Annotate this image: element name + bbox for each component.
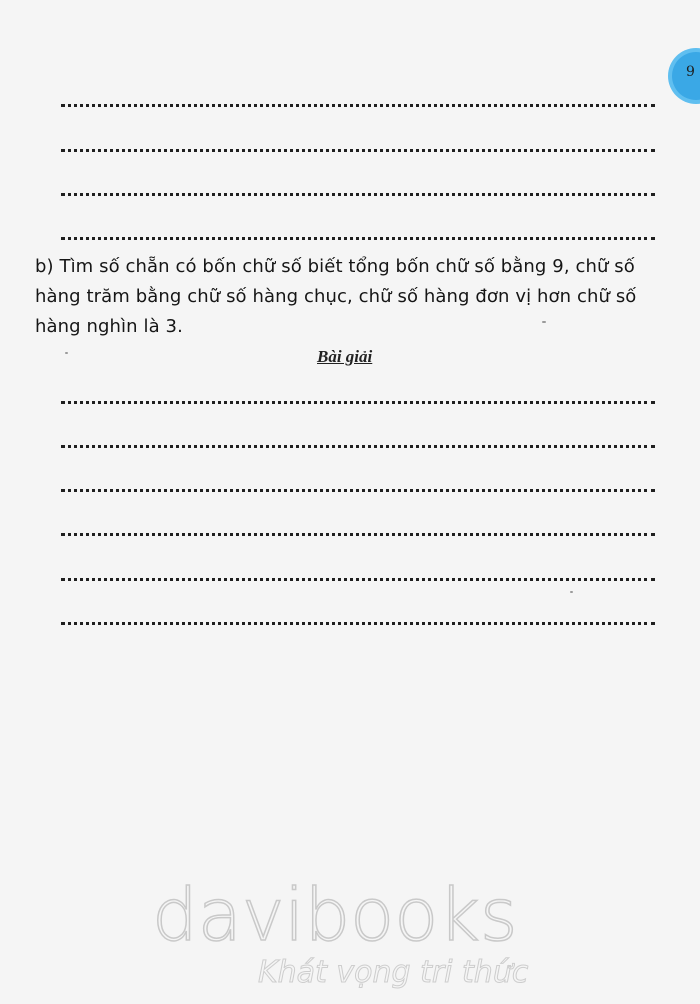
solution-line-5: [61, 578, 655, 581]
solution-line-4: [61, 533, 655, 536]
answer-line-4: [61, 237, 655, 240]
solution-line-3: [61, 489, 655, 492]
solution-title: Bài giải: [317, 347, 373, 366]
print-speck: [542, 321, 546, 323]
answer-line-1: [61, 104, 655, 107]
solution-line-1: [61, 401, 655, 404]
solution-line-6: [61, 622, 655, 625]
print-speck: [65, 352, 68, 354]
answer-line-3: [61, 193, 655, 196]
answer-line-2: [61, 149, 655, 152]
watermark-tagline: Khát vọng tri thức: [258, 955, 529, 990]
solution-line-2: [61, 445, 655, 448]
davibooks-watermark-logo: davibooks: [152, 873, 518, 957]
page-number: 9: [686, 64, 695, 80]
print-speck: [570, 591, 573, 593]
problem-text: b) Tìm số chẵn có bốn chữ số biết tổng bốn chữ số bằng 9, chữ số hàng trăm bằng chữ số hàng chục, chữ số hàng đơn vị hơn chữ số hàng nghìn là 3.: [35, 256, 637, 337]
